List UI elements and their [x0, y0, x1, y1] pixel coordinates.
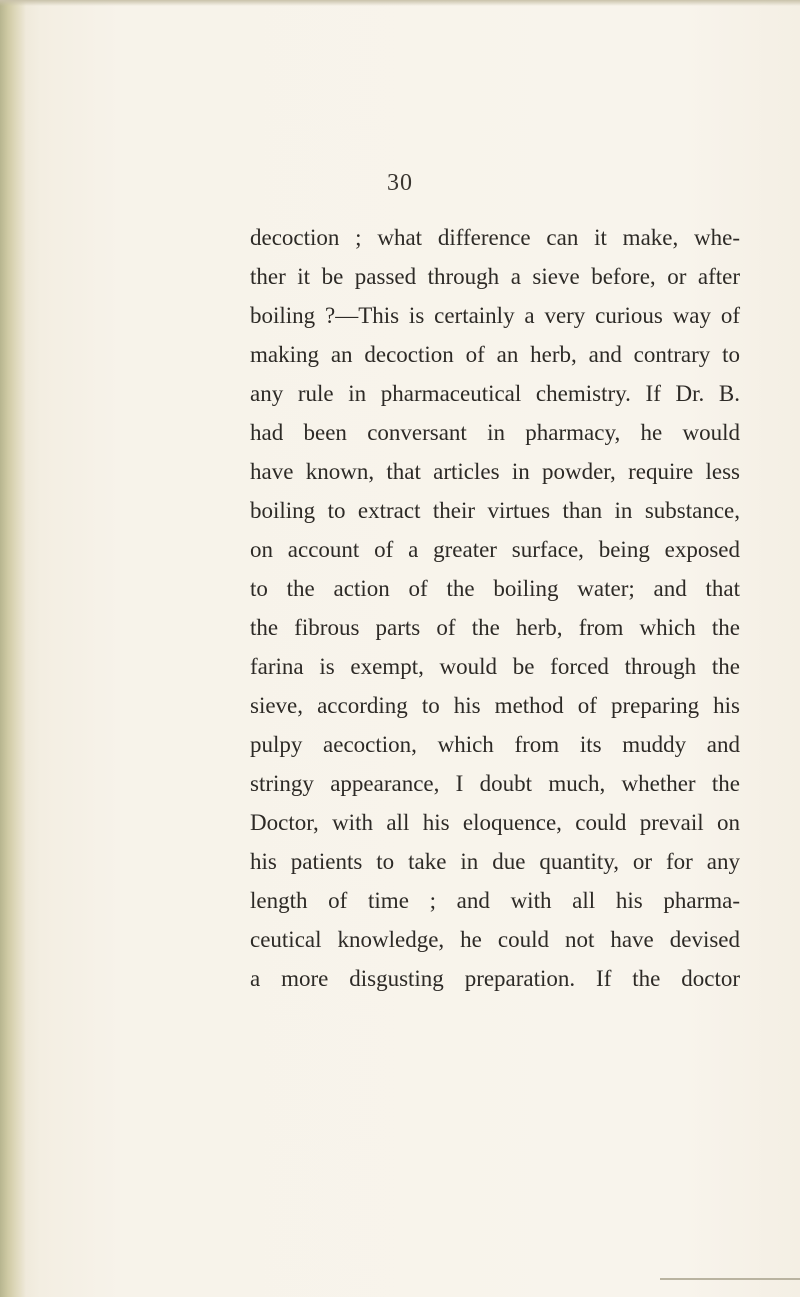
text-line: the fibrous parts of the herb, from which the	[250, 615, 740, 640]
text-line: decoction ; what difference can it make, whe-	[250, 225, 740, 250]
page-bottom-edge	[660, 1278, 800, 1280]
text-line: Doctor, with all his eloquence, could prevail on	[250, 810, 740, 835]
text-line: his patients to take in due quantity, or for any	[250, 849, 740, 874]
text-line: farina is exempt, would be forced through the	[250, 654, 740, 679]
text-line: on account of a greater surface, being exposed	[250, 537, 740, 562]
text-line: ther it be passed through a sieve before, or after	[250, 264, 740, 289]
body-text	[250, 218, 740, 998]
text-line: stringy appearance, I doubt much, whether the	[250, 771, 740, 796]
page-number: 30	[387, 170, 413, 196]
text-line: have known, that articles in powder, require less	[250, 459, 740, 484]
text-line: pulpy aecoction, which from its muddy and	[250, 732, 740, 757]
text-line: making an decoction of an herb, and contrary to	[250, 342, 740, 367]
page-top-edge	[0, 0, 800, 6]
text-line: length of time ; and with all his pharma-	[250, 888, 740, 913]
text-line: boiling to extract their virtues than in substance,	[250, 498, 740, 523]
text-line: to the action of the boiling water; and that	[250, 576, 740, 601]
text-line: a more disgusting preparation. If the doctor	[250, 966, 740, 991]
text-line: ceutical knowledge, he could not have devised	[250, 927, 740, 952]
text-line: any rule in pharmaceutical chemistry. If Dr. B.	[250, 381, 740, 406]
text-line: boiling ?—This is certainly a very curious way of	[250, 303, 740, 328]
text-line: had been conversant in pharmacy, he would	[250, 420, 740, 445]
text-line: sieve, according to his method of preparing his	[250, 693, 740, 718]
